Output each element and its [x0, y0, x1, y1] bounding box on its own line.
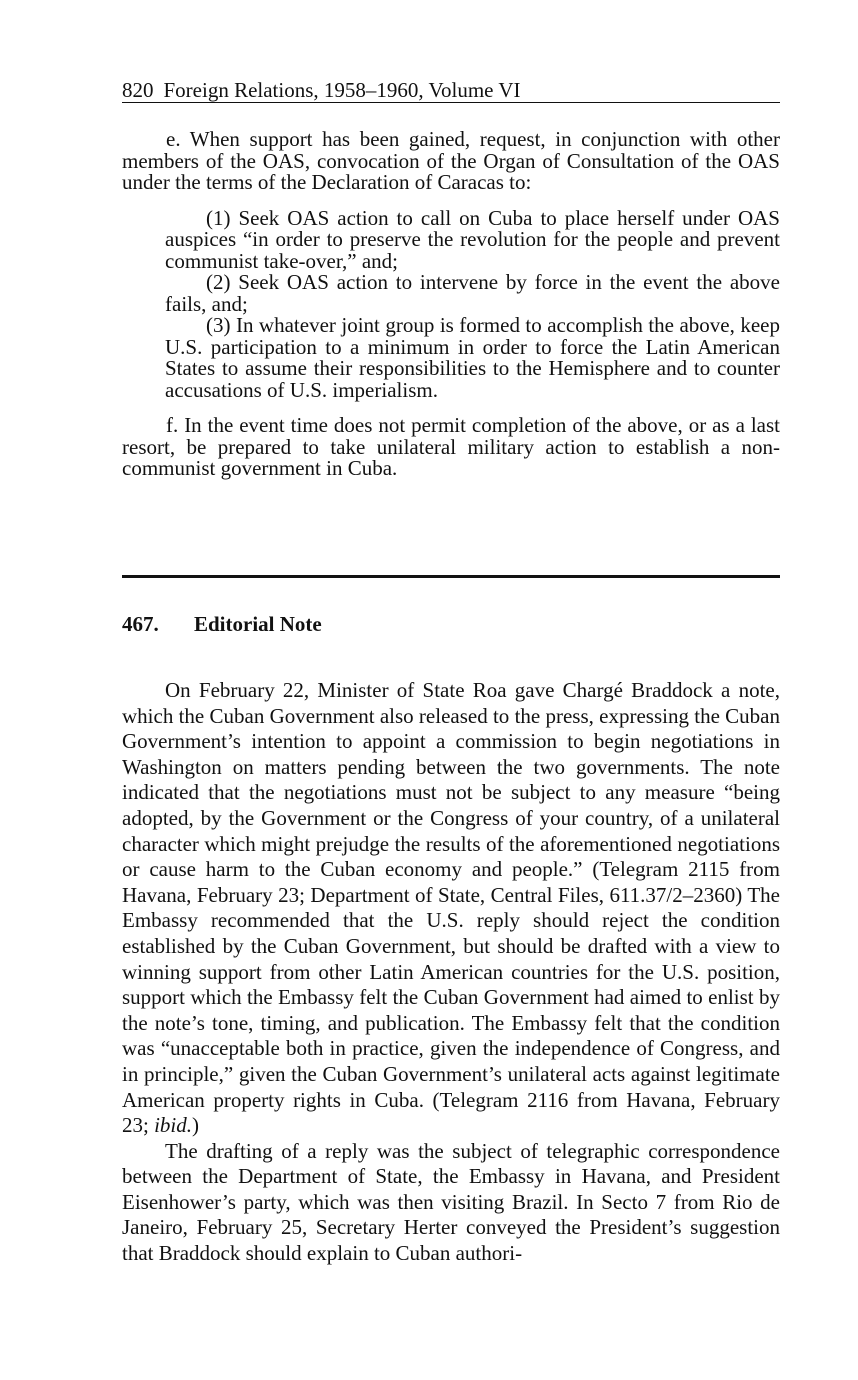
running-header: [122, 78, 780, 103]
section-divider: [122, 575, 780, 578]
note-paragraph-1-close: ): [192, 1113, 200, 1138]
top-section: [122, 129, 780, 480]
note-paragraph-1: [122, 678, 780, 1139]
page-number: 820: [122, 78, 154, 102]
paragraph-f: f. In the event time does not permit completion of the above, or as a last resort, be prepared to take unilateral military action to establish a non-communist government in Cuba.: [122, 413, 780, 480]
sub-item-3: (3) In whatever joint group is formed to accomplish the above, keep U.S. participation to a minimum in order to force the Latin American States to assume their responsibilities to the Hemisphere and to counter accusations of U.S. imperialism.: [165, 313, 780, 402]
note-paragraph-1-text: On February 22, Minister of State Roa gave Chargé Braddock a note, which the Cuban Government also released to the press, expressing the Cuban Government’s intention to appoint a commission to begin negotiations in Washington on matters pending between the two governments. The note indicated that the negotiations must not be subject to any measure “being adopted, by the Government or the Congress of your country, of a unilateral character which might prejudge the results of the aforementioned negotiations or cause harm to the Cuban economy and people.” (Telegram 2115 from Havana, February 23; Department of State, Central Files, 611.37/2–2360) The Embassy recommended that the U.S. reply should reject the condition established by the Cuban Government, but should be drafted with a view to winning support from other Latin American countries for the U.S. position, support which the Embassy felt the Cuban Government had aimed to enlist by the note’s tone, timing, and publication. The Embassy felt that the condition was “unacceptable both in practice, given the independence of Congress, and in principle,” given the Cuban Government’s unilateral acts against legitimate American property rights in Cuba. (Telegram 2116 from Havana, February 23;: [122, 678, 780, 1138]
editorial-note-heading: [122, 611, 322, 637]
note-paragraph-2: The drafting of a reply was the subject of telegraphic correspondence between the Department of State, the Embassy in Havana, and President Eisenhower’s party, which was then visiting Brazil. In Secto 7 from Rio de Janeiro, February 25, Secretary Herter conveyed the President’s suggestion that Braddock should explain to Cuban authori-: [122, 1138, 780, 1266]
document-title: Editorial Note: [194, 612, 322, 636]
sub-items-list: [165, 205, 780, 402]
running-title: Foreign Relations, 1958–1960, Volume VI: [163, 78, 521, 102]
ibid-citation: ibid.: [154, 1113, 193, 1138]
paragraph-e: e. When support has been gained, request, in conjunction with other members of the OAS, convocation of the Organ of Consultation of the OAS under the terms of the Declaration of Caracas to:: [122, 127, 780, 194]
sub-item-2: (2) Seek OAS action to intervene by force in the event the above fails, and;: [165, 270, 780, 316]
editorial-note-body: [122, 678, 780, 1267]
document-number: 467.: [122, 612, 159, 636]
sub-item-1: (1) Seek OAS action to call on Cuba to place herself under OAS auspices “in order to preserve the revolution for the people and prevent communist take-over,” and;: [165, 205, 780, 273]
